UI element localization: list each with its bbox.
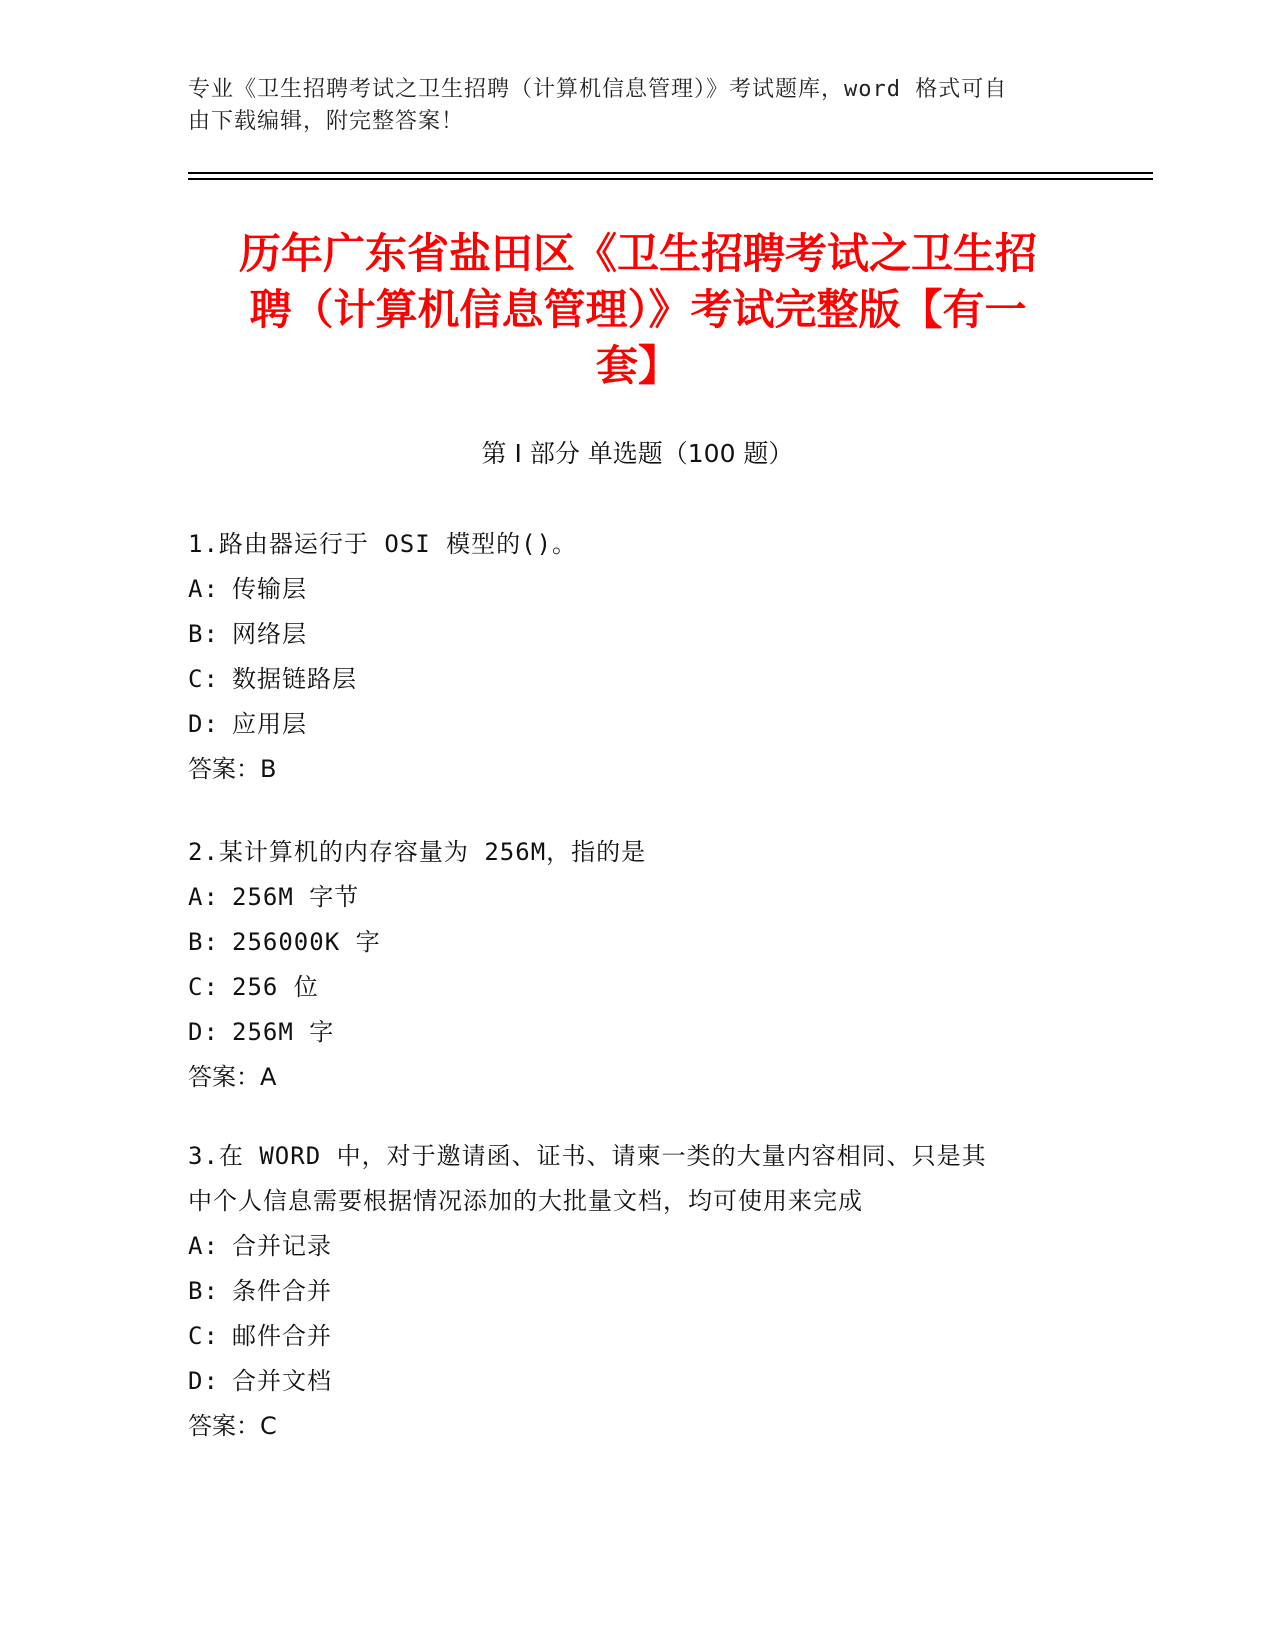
option-label: A: — [188, 575, 219, 603]
title-line-2: 聘（计算机信息管理）》考试完整版【有一 — [249, 285, 1027, 334]
option-text: 应用层 — [232, 710, 307, 738]
header-note-line-2: 由下载编辑，附完整答案！ — [188, 109, 465, 134]
option-label: C: — [188, 665, 219, 693]
option-d — [188, 702, 1088, 747]
header-note — [188, 74, 1068, 138]
option-c — [188, 657, 1088, 702]
option-label: B: — [188, 620, 219, 648]
option-label: D: — [188, 710, 219, 738]
option-text: 条件合并 — [232, 1277, 332, 1305]
option-label: A: — [188, 883, 219, 911]
option-c — [188, 1314, 1088, 1359]
question-text-line-1: 3.在 WORD 中，对于邀请函、证书、请柬一类的大量内容相同、只是其 — [188, 1142, 987, 1170]
option-text: 合并记录 — [232, 1232, 332, 1260]
header-note-line-1: 专业《卫生招聘考试之卫生招聘（计算机信息管理）》考试题库，word 格式可自 — [188, 77, 1008, 102]
option-text: 传输层 — [232, 575, 307, 603]
answer: 答案：C — [188, 1412, 277, 1440]
question-text: 2.某计算机的内存容量为 256M，指的是 — [188, 838, 647, 866]
option-label: A: — [188, 1232, 219, 1260]
option-text: 网络层 — [232, 620, 307, 648]
answer: 答案：A — [188, 1063, 277, 1091]
header-rule-bottom — [188, 178, 1153, 180]
answer: 答案：B — [188, 755, 277, 783]
option-b — [188, 612, 1088, 657]
option-b — [188, 1269, 1088, 1314]
option-text: 合并文档 — [232, 1367, 332, 1395]
question-text-line-2: 中个人信息需要根据情况添加的大批量文档，均可使用来完成 — [188, 1187, 863, 1215]
section-title: 第 I 部分 单选题（100 题） — [481, 439, 794, 468]
option-d — [188, 1359, 1088, 1404]
question-text: 1.路由器运行于 OSI 模型的()。 — [188, 530, 578, 558]
document-title — [188, 226, 1088, 394]
option-label: D: — [188, 1367, 219, 1395]
option-text: 数据链路层 — [232, 665, 357, 693]
option-text: 256 位 — [232, 973, 319, 1001]
question-1 — [188, 522, 1088, 792]
header-rule-top — [188, 172, 1153, 174]
question-3 — [188, 1134, 1088, 1449]
option-label: D: — [188, 1018, 219, 1046]
option-a — [188, 875, 1088, 920]
title-line-1: 历年广东省盐田区《卫生招聘考试之卫生招 — [238, 229, 1037, 278]
option-label: B: — [188, 928, 219, 956]
option-text: 256000K 字 — [232, 928, 381, 956]
option-label: B: — [188, 1277, 219, 1305]
option-label: C: — [188, 973, 219, 1001]
option-text: 256M 字节 — [232, 883, 360, 911]
title-line-3: 套】 — [595, 341, 680, 390]
option-a — [188, 567, 1088, 612]
option-b — [188, 920, 1088, 965]
option-a — [188, 1224, 1088, 1269]
option-d — [188, 1010, 1088, 1055]
question-2 — [188, 830, 1088, 1100]
option-text: 256M 字 — [232, 1018, 335, 1046]
option-text: 邮件合并 — [232, 1322, 332, 1350]
option-label: C: — [188, 1322, 219, 1350]
option-c — [188, 965, 1088, 1010]
